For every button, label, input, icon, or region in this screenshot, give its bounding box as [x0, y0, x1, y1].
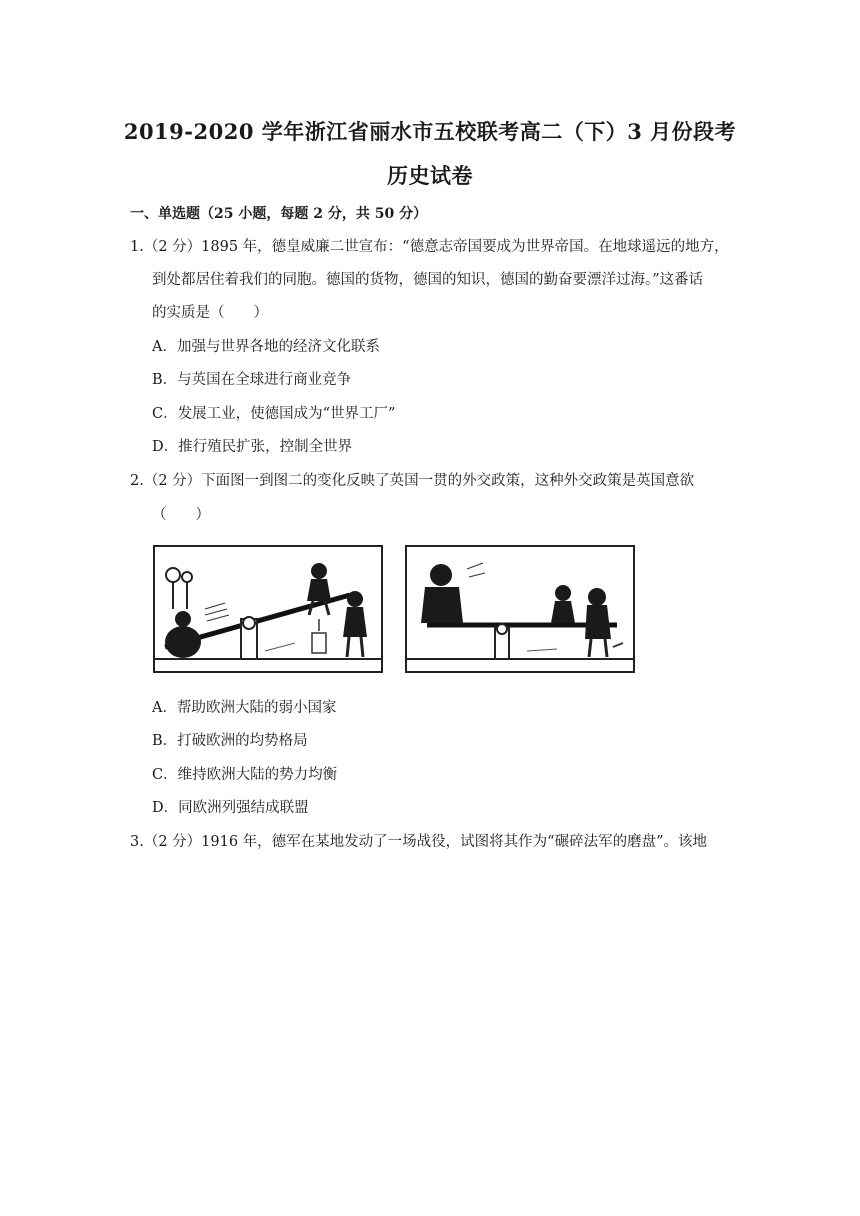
exam-title-line2: 历史试卷: [387, 163, 473, 188]
q1-stem-line2: 到处都居住着我们的同胞。德国的货物，德国的知识，德国的勤奋要漂洋过海。”这番话: [152, 272, 704, 288]
q2-option-b: B．打破欧洲的均势格局: [152, 733, 308, 749]
q1-option-b: B．与英国在全球进行商业竞争: [152, 372, 352, 388]
exam-title-line1: 2019-2020 学年浙江省丽水市五校联考高二（下）3 月份段考: [123, 119, 737, 144]
section-heading: 一、单选题（25 小题，每题 2 分，共 50 分）: [130, 206, 428, 222]
q2-option-a: A．帮助欧洲大陆的弱小国家: [152, 700, 337, 716]
q2-stem-line2: （ ）: [152, 507, 210, 523]
q3-stem-line1: 3.（2 分）1916 年，德军在某地发动了一场战役，试图将其作为“碾碎法军的磨盘”。该地: [130, 834, 708, 850]
q1-stem-line3: 的实质是（ ）: [152, 305, 268, 321]
q1-option-c: C．发展工业，使德国成为“世界工厂”: [152, 406, 396, 422]
q2-option-d: D．同欧洲列强结成联盟: [152, 800, 309, 816]
cartoon-figure-one: [153, 545, 383, 673]
q2-stem-line1: 2.（2 分）下面图一到图二的变化反映了英国一贯的外交政策，这种外交政策是英国意欲: [130, 473, 695, 489]
q2-option-c: C．维持欧洲大陆的势力均衡: [152, 767, 338, 783]
q1-option-d: D．推行殖民扩张，控制全世界: [152, 439, 353, 455]
q1-option-a: A．加强与世界各地的经济文化联系: [152, 339, 380, 355]
q1-stem-line1: 1.（2 分）1895 年，德皇威廉二世宣布：“德意志帝国要成为世界帝国。在地球遥远的地方，: [130, 239, 729, 255]
cartoon-figure-two: [405, 545, 635, 673]
